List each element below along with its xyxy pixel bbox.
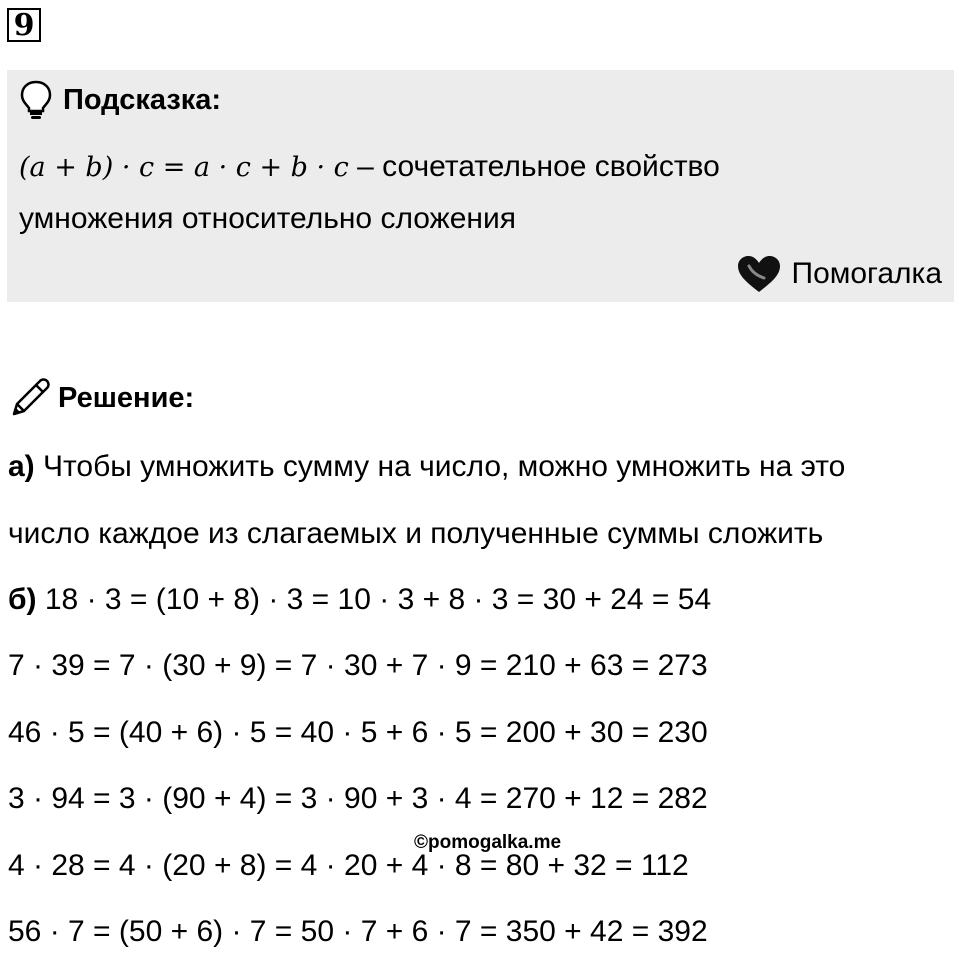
equation-row: 7 · 39 = 7 · (30 + 9) = 7 · 30 + 7 · 9 = 210 + 63 = 273 [8, 649, 708, 682]
part-a-text-1: Чтобы умножить сумму на число, можно умножить на это [34, 450, 846, 483]
brand [736, 252, 943, 296]
hint-line-1-text: – сочетательное свойство [348, 150, 720, 183]
equation: 18 · 3 = (10 + 8) · 3 = 10 · 3 + 8 · 3 = 30 + 24 = 54 [44, 583, 712, 616]
equation-row: 4 · 28 = 4 · (20 + 8) = 4 · 20 + 4 · 8 = 80 + 32 = 112 [8, 849, 689, 882]
watermark: ©pomogalka.me [414, 832, 562, 853]
hint-header [19, 80, 221, 120]
hint-box [7, 70, 954, 302]
pencil-icon [8, 376, 52, 420]
solution-header [8, 376, 194, 420]
part-a-line-1 [8, 447, 845, 487]
part-a-label: а) [8, 450, 35, 483]
part-a-line-2: число каждое из слагаемых и полученные суммы сложить [8, 517, 824, 550]
heart-icon [736, 254, 782, 294]
equation-row: 46 · 5 = (40 + 6) · 5 = 40 · 5 + 6 · 5 = 200 + 30 = 230 [8, 716, 708, 749]
hint-line-1 [19, 147, 720, 188]
task-number: 9 [7, 8, 41, 42]
equation-row: 3 · 94 = 3 · (90 + 4) = 3 · 90 + 3 · 4 = 270 + 12 = 282 [8, 782, 708, 815]
solution-title: Решение: [58, 381, 195, 414]
lightbulb-icon [19, 80, 53, 120]
hint-title: Подсказка: [63, 83, 222, 116]
equation-row [8, 580, 711, 620]
hint-formula: (a + b) · c = a · c + b · c [19, 152, 349, 183]
hint-line-2: умножения относительно сложения [19, 202, 516, 235]
brand-name: Помогалка [791, 257, 942, 290]
equation-row: 56 · 7 = (50 + 6) · 7 = 50 · 7 + 6 · 7 = 350 + 42 = 392 [8, 915, 708, 948]
part-b-label: б) [8, 583, 37, 616]
